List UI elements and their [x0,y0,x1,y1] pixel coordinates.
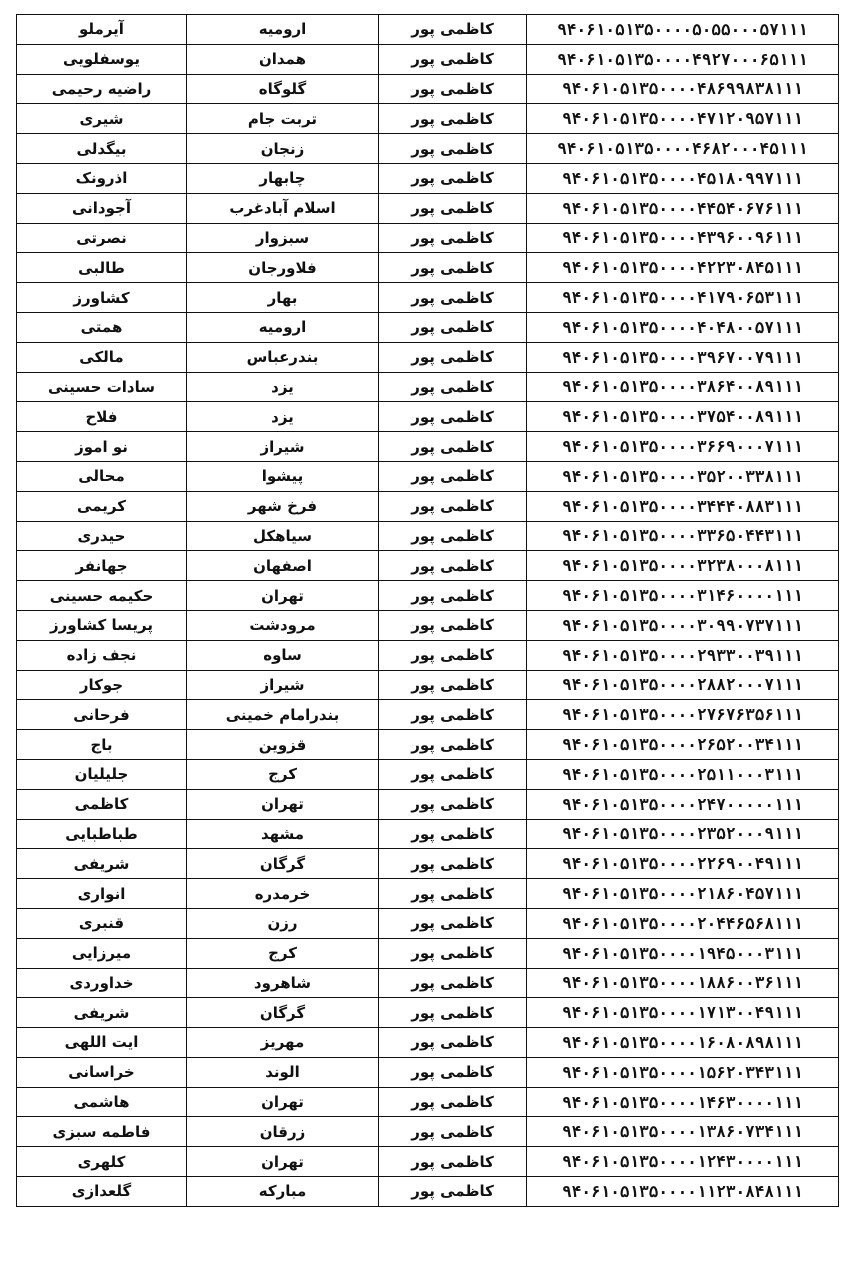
cell-agent: کاظمی پور [379,342,527,372]
cell-code: ۹۴۰۶۱۰۵۱۳۵۰۰۰۰۲۵۱۱۰۰۰۳۱۱۱ [527,759,839,789]
cell-city: یزد [187,402,379,432]
table-row [17,521,839,551]
cell-code: ۹۴۰۶۱۰۵۱۳۵۰۰۰۰۴۹۲۷۰۰۰۶۵۱۱۱ [527,44,839,74]
cell-code: ۹۴۰۶۱۰۵۱۳۵۰۰۰۰۱۱۲۳۰۸۴۸۱۱۱ [527,1177,839,1207]
cell-code: ۹۴۰۶۱۰۵۱۳۵۰۰۰۰۱۹۴۵۰۰۰۳۱۱۱ [527,938,839,968]
table-row [17,700,839,730]
cell-code: ۹۴۰۶۱۰۵۱۳۵۰۰۰۰۱۵۶۲۰۳۴۳۱۱۱ [527,1057,839,1087]
cell-city: فلاورجان [187,253,379,283]
cell-code: ۹۴۰۶۱۰۵۱۳۵۰۰۰۰۲۲۶۹۰۰۴۹۱۱۱ [527,849,839,879]
cell-agent: کاظمی پور [379,908,527,938]
cell-agent: کاظمی پور [379,15,527,45]
cell-last-name: شریفی [17,998,187,1028]
cell-last-name: نو اموز [17,432,187,462]
cell-city: سبزوار [187,223,379,253]
cell-code: ۹۴۰۶۱۰۵۱۳۵۰۰۰۰۱۲۴۳۰۰۰۰۱۱۱ [527,1147,839,1177]
cell-last-name: طباطبایی [17,819,187,849]
cell-city: شیراز [187,670,379,700]
table-row [17,74,839,104]
cell-code: ۹۴۰۶۱۰۵۱۳۵۰۰۰۰۲۷۶۷۶۳۵۶۱۱۱ [527,700,839,730]
cell-agent: کاظمی پور [379,253,527,283]
cell-agent: کاظمی پور [379,849,527,879]
cell-last-name: هاشمی [17,1087,187,1117]
cell-city: تهران [187,789,379,819]
cell-agent: کاظمی پور [379,759,527,789]
cell-city: خرمدره [187,879,379,909]
cell-agent: کاظمی پور [379,134,527,164]
cell-agent: کاظمی پور [379,372,527,402]
cell-last-name: نجف زاده [17,640,187,670]
cell-agent: کاظمی پور [379,163,527,193]
cell-city: تهران [187,581,379,611]
cell-agent: کاظمی پور [379,1087,527,1117]
cell-last-name: باج [17,730,187,760]
table-row [17,1117,839,1147]
cell-agent: کاظمی پور [379,700,527,730]
table-row [17,402,839,432]
cell-city: ارومیه [187,15,379,45]
cell-agent: کاظمی پور [379,610,527,640]
cell-agent: کاظمی پور [379,670,527,700]
table-row [17,849,839,879]
cell-last-name: حکیمه حسینی [17,581,187,611]
cell-agent: کاظمی پور [379,551,527,581]
cell-last-name: ایت اللهی [17,1028,187,1058]
cell-city: مهریز [187,1028,379,1058]
cell-code: ۹۴۰۶۱۰۵۱۳۵۰۰۰۰۲۱۸۶۰۴۵۷۱۱۱ [527,879,839,909]
cell-last-name: شریفی [17,849,187,879]
cell-city: همدان [187,44,379,74]
cell-code: ۹۴۰۶۱۰۵۱۳۵۰۰۰۰۴۶۸۲۰۰۰۴۵۱۱۱ [527,134,839,164]
cell-last-name: جوکار [17,670,187,700]
cell-city: کرج [187,938,379,968]
cell-agent: کاظمی پور [379,1057,527,1087]
cell-last-name: راضیه رحیمی [17,74,187,104]
records-sheet [16,14,838,1207]
cell-last-name: همتی [17,312,187,342]
cell-last-name: پریسا کشاورز [17,610,187,640]
cell-city: مرودشت [187,610,379,640]
cell-city: بهار [187,283,379,313]
table-row [17,134,839,164]
cell-agent: کاظمی پور [379,312,527,342]
table-row [17,491,839,521]
cell-city: سیاهکل [187,521,379,551]
cell-code: ۹۴۰۶۱۰۵۱۳۵۰۰۰۰۴۳۹۶۰۰۹۶۱۱۱ [527,223,839,253]
cell-city: ساوه [187,640,379,670]
cell-agent: کاظمی پور [379,104,527,134]
cell-city: زنجان [187,134,379,164]
cell-last-name: یوسفلویی [17,44,187,74]
cell-code: ۹۴۰۶۱۰۵۱۳۵۰۰۰۰۳۶۶۹۰۰۰۷۱۱۱ [527,432,839,462]
table-row [17,670,839,700]
cell-agent: کاظمی پور [379,283,527,313]
table-row [17,15,839,45]
table-row [17,938,839,968]
records-table-body [17,15,839,1207]
cell-code: ۹۴۰۶۱۰۵۱۳۵۰۰۰۰۴۲۲۳۰۸۴۵۱۱۱ [527,253,839,283]
cell-city: الوند [187,1057,379,1087]
cell-code: ۹۴۰۶۱۰۵۱۳۵۰۰۰۰۲۸۸۲۰۰۰۷۱۱۱ [527,670,839,700]
cell-last-name: کلهری [17,1147,187,1177]
cell-code: ۹۴۰۶۱۰۵۱۳۵۰۰۰۰۳۰۹۹۰۷۳۷۱۱۱ [527,610,839,640]
cell-code: ۹۴۰۶۱۰۵۱۳۵۰۰۰۰۳۹۶۷۰۰۷۹۱۱۱ [527,342,839,372]
cell-city: گلوگاه [187,74,379,104]
cell-agent: کاظمی پور [379,998,527,1028]
cell-agent: کاظمی پور [379,640,527,670]
cell-last-name: سادات حسینی [17,372,187,402]
cell-city: مبارکه [187,1177,379,1207]
cell-last-name: گلعدازی [17,1177,187,1207]
cell-code: ۹۴۰۶۱۰۵۱۳۵۰۰۰۰۱۶۰۸۰۸۹۸۱۱۱ [527,1028,839,1058]
cell-city: کرج [187,759,379,789]
table-row [17,759,839,789]
table-row [17,879,839,909]
cell-code: ۹۴۰۶۱۰۵۱۳۵۰۰۰۰۴۱۷۹۰۶۵۳۱۱۱ [527,283,839,313]
table-row [17,461,839,491]
cell-last-name: طالبی [17,253,187,283]
cell-agent: کاظمی پور [379,432,527,462]
cell-agent: کاظمی پور [379,968,527,998]
table-row [17,432,839,462]
cell-agent: کاظمی پور [379,789,527,819]
cell-code: ۹۴۰۶۱۰۵۱۳۵۰۰۰۰۳۳۶۵۰۴۴۳۱۱۱ [527,521,839,551]
cell-last-name: قنبری [17,908,187,938]
cell-last-name: شیری [17,104,187,134]
cell-last-name: آیرملو [17,15,187,45]
cell-agent: کاظمی پور [379,938,527,968]
cell-code: ۹۴۰۶۱۰۵۱۳۵۰۰۰۰۱۸۸۶۰۰۳۶۱۱۱ [527,968,839,998]
cell-agent: کاظمی پور [379,461,527,491]
cell-city: تربت جام [187,104,379,134]
cell-agent: کاظمی پور [379,44,527,74]
cell-last-name: فلاح [17,402,187,432]
cell-agent: کاظمی پور [379,402,527,432]
cell-city: قزوین [187,730,379,760]
cell-agent: کاظمی پور [379,1177,527,1207]
table-row [17,1087,839,1117]
cell-agent: کاظمی پور [379,581,527,611]
cell-city: فرخ شهر [187,491,379,521]
cell-last-name: جهانفر [17,551,187,581]
cell-last-name: اذرونک [17,163,187,193]
cell-code: ۹۴۰۶۱۰۵۱۳۵۰۰۰۰۳۱۴۶۰۰۰۰۱۱۱ [527,581,839,611]
cell-agent: کاظمی پور [379,879,527,909]
cell-city: زرقان [187,1117,379,1147]
cell-last-name: نصرتی [17,223,187,253]
table-row [17,104,839,134]
cell-code: ۹۴۰۶۱۰۵۱۳۵۰۰۰۰۴۰۴۸۰۰۵۷۱۱۱ [527,312,839,342]
table-row [17,640,839,670]
cell-last-name: مالکی [17,342,187,372]
cell-city: پیشوا [187,461,379,491]
cell-code: ۹۴۰۶۱۰۵۱۳۵۰۰۰۰۲۶۵۲۰۰۳۴۱۱۱ [527,730,839,760]
cell-last-name: کاظمی [17,789,187,819]
cell-code: ۹۴۰۶۱۰۵۱۳۵۰۰۰۰۳۲۳۸۰۰۰۸۱۱۱ [527,551,839,581]
cell-code: ۹۴۰۶۱۰۵۱۳۵۰۰۰۰۲۰۴۴۶۵۶۸۱۱۱ [527,908,839,938]
cell-code: ۹۴۰۶۱۰۵۱۳۵۰۰۰۰۳۸۶۴۰۰۸۹۱۱۱ [527,372,839,402]
table-row [17,342,839,372]
table-row [17,1147,839,1177]
table-row [17,193,839,223]
cell-city: گرگان [187,998,379,1028]
cell-city: اسلام آبادغرب [187,193,379,223]
cell-last-name: فرحانی [17,700,187,730]
cell-city: چابهار [187,163,379,193]
cell-last-name: انواری [17,879,187,909]
cell-last-name: آجودانی [17,193,187,223]
cell-agent: کاظمی پور [379,819,527,849]
cell-city: بندرامام خمینی [187,700,379,730]
cell-city: یزد [187,372,379,402]
cell-city: بندرعباس [187,342,379,372]
table-row [17,372,839,402]
cell-city: مشهد [187,819,379,849]
cell-code: ۹۴۰۶۱۰۵۱۳۵۰۰۰۰۴۵۱۸۰۹۹۷۱۱۱ [527,163,839,193]
cell-agent: کاظمی پور [379,491,527,521]
cell-city: رزن [187,908,379,938]
cell-agent: کاظمی پور [379,521,527,551]
table-row [17,610,839,640]
cell-agent: کاظمی پور [379,1117,527,1147]
cell-agent: کاظمی پور [379,1147,527,1177]
table-row [17,819,839,849]
cell-city: تهران [187,1147,379,1177]
cell-agent: کاظمی پور [379,223,527,253]
cell-code: ۹۴۰۶۱۰۵۱۳۵۰۰۰۰۱۴۶۳۰۰۰۰۱۱۱ [527,1087,839,1117]
cell-last-name: حیدری [17,521,187,551]
cell-city: ارومیه [187,312,379,342]
cell-last-name: بیگدلی [17,134,187,164]
cell-city: شاهرود [187,968,379,998]
cell-code: ۹۴۰۶۱۰۵۱۳۵۰۰۰۰۲۴۷۰۰۰۰۰۱۱۱ [527,789,839,819]
cell-last-name: میرزایی [17,938,187,968]
table-row [17,223,839,253]
cell-code: ۹۴۰۶۱۰۵۱۳۵۰۰۰۰۳۷۵۴۰۰۸۹۱۱۱ [527,402,839,432]
table-row [17,908,839,938]
cell-code: ۹۴۰۶۱۰۵۱۳۵۰۰۰۰۴۷۱۲۰۹۵۷۱۱۱ [527,104,839,134]
table-row [17,1028,839,1058]
cell-agent: کاظمی پور [379,1028,527,1058]
table-row [17,1177,839,1207]
table-row [17,581,839,611]
table-row [17,730,839,760]
cell-city: تهران [187,1087,379,1117]
cell-last-name: کریمی [17,491,187,521]
table-row [17,163,839,193]
table-row [17,283,839,313]
cell-last-name: خداوردی [17,968,187,998]
records-table [16,14,839,1207]
table-row [17,253,839,283]
table-row [17,1057,839,1087]
cell-code: ۹۴۰۶۱۰۵۱۳۵۰۰۰۰۱۷۱۳۰۰۴۹۱۱۱ [527,998,839,1028]
cell-agent: کاظمی پور [379,730,527,760]
cell-last-name: محالی [17,461,187,491]
cell-city: اصفهان [187,551,379,581]
cell-last-name: فاطمه سبزی [17,1117,187,1147]
cell-city: شیراز [187,432,379,462]
table-row [17,968,839,998]
table-row [17,789,839,819]
cell-last-name: کشاورز [17,283,187,313]
table-row [17,44,839,74]
cell-code: ۹۴۰۶۱۰۵۱۳۵۰۰۰۰۱۳۸۶۰۷۳۴۱۱۱ [527,1117,839,1147]
cell-code: ۹۴۰۶۱۰۵۱۳۵۰۰۰۰۳۵۲۰۰۳۳۸۱۱۱ [527,461,839,491]
table-row [17,312,839,342]
cell-agent: کاظمی پور [379,74,527,104]
cell-last-name: جلیلیان [17,759,187,789]
cell-last-name: خراسانی [17,1057,187,1087]
table-row [17,551,839,581]
cell-agent: کاظمی پور [379,193,527,223]
cell-code: ۹۴۰۶۱۰۵۱۳۵۰۰۰۰۳۴۴۴۰۸۸۳۱۱۱ [527,491,839,521]
cell-code: ۹۴۰۶۱۰۵۱۳۵۰۰۰۰۲۹۳۳۰۰۳۹۱۱۱ [527,640,839,670]
cell-code: ۹۴۰۶۱۰۵۱۳۵۰۰۰۰۴۸۶۹۹۸۳۸۱۱۱ [527,74,839,104]
cell-code: ۹۴۰۶۱۰۵۱۳۵۰۰۰۰۲۳۵۲۰۰۰۹۱۱۱ [527,819,839,849]
cell-city: گرگان [187,849,379,879]
cell-code: ۹۴۰۶۱۰۵۱۳۵۰۰۰۰۴۴۵۴۰۶۷۶۱۱۱ [527,193,839,223]
cell-code: ۹۴۰۶۱۰۵۱۳۵۰۰۰۰۵۰۵۵۰۰۰۵۷۱۱۱ [527,15,839,45]
table-row [17,998,839,1028]
